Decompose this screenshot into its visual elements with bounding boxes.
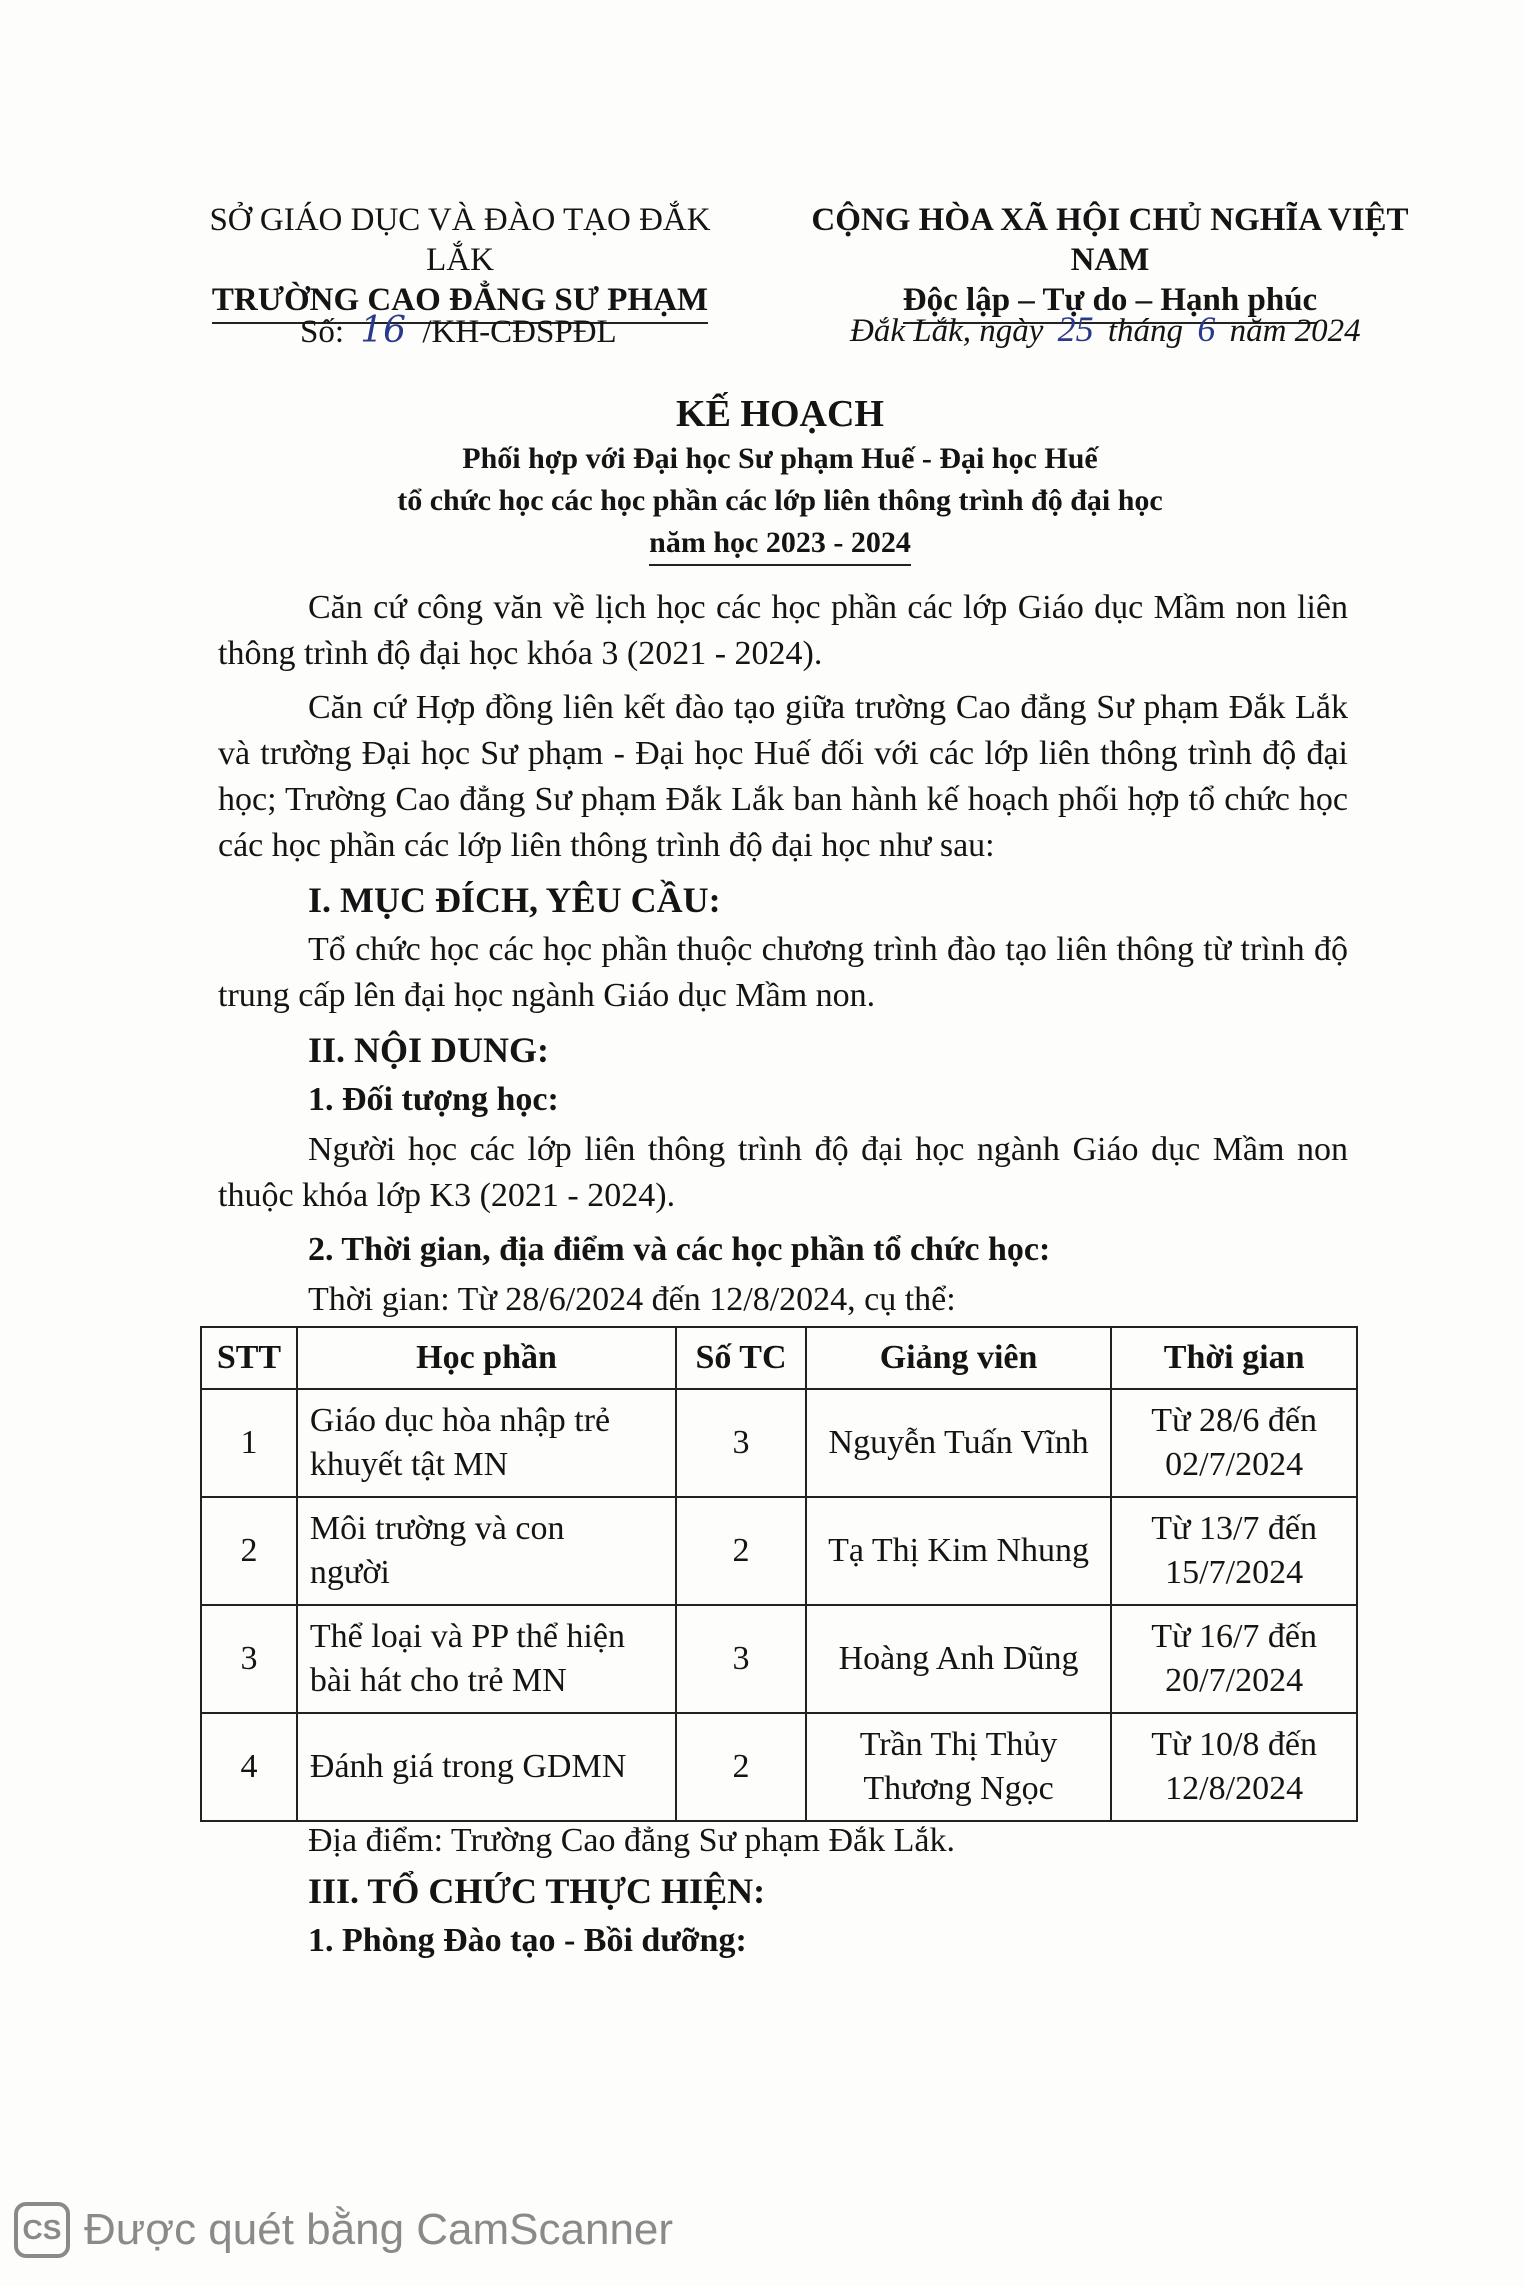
department-name: SỞ GIÁO DỤC VÀ ĐÀO TẠO ĐẮK LẮK xyxy=(209,202,711,278)
cell-credits: 3 xyxy=(676,1389,806,1497)
col-header-stt: STT xyxy=(201,1327,297,1389)
document-number xyxy=(300,310,617,351)
title-sub-1: Phối hợp với Đại học Sư phạm Huế - Đại học Huế xyxy=(462,442,1098,475)
doc-number-handwritten: 16 xyxy=(360,310,407,351)
cell-lecturer: Tạ Thị Kim Nhung xyxy=(806,1497,1111,1605)
col-header-credits: Số TC xyxy=(676,1327,806,1389)
table-row xyxy=(201,1497,1357,1605)
date-day: 25 xyxy=(1057,309,1094,349)
title-year: năm học 2023 - 2024 xyxy=(649,522,911,566)
cell-course: Đánh giá trong GDMN xyxy=(297,1713,676,1821)
cell-time: Từ 28/6 đến 02/7/2024 xyxy=(1111,1389,1357,1497)
date-part2: tháng xyxy=(1107,313,1184,349)
col-header-time: Thời gian xyxy=(1111,1327,1357,1389)
title-sub-2: tổ chức học các học phần các lớp liên thông trình độ đại học xyxy=(397,484,1163,517)
cell-stt: 3 xyxy=(201,1605,297,1713)
school-name: TRƯỜNG CAO ĐẲNG SƯ PHẠM xyxy=(212,280,708,324)
cell-credits: 2 xyxy=(676,1497,806,1605)
doc-number-prefix: Số: xyxy=(300,314,345,350)
cell-lecturer: Nguyễn Tuấn Vĩnh xyxy=(806,1389,1111,1497)
cell-time: Từ 10/8 đến 12/8/2024 xyxy=(1111,1713,1357,1821)
schedule-table xyxy=(200,1326,1358,1822)
table-row xyxy=(201,1605,1357,1713)
cell-course: Môi trường và con người xyxy=(297,1497,676,1605)
doc-number-suffix: /KH-CĐSPĐL xyxy=(422,314,617,350)
camscanner-logo-icon: CS xyxy=(14,2202,70,2258)
paragraph-basis-1: Căn cứ công văn về lịch học các học phần các lớp Giáo dục Mầm non liên thông trình độ đại học khóa 3 (2021 - 2024). xyxy=(218,589,1348,672)
col-header-lecturer: Giảng viên xyxy=(806,1327,1111,1389)
paragraph-learners: Người học các lớp liên thông trình độ đại học ngành Giáo dục Mầm non thuộc khóa lớp K3 (2021 - 2024). xyxy=(218,1131,1348,1214)
paragraph-basis-2: Căn cứ Hợp đồng liên kết đào tạo giữa trường Cao đẳng Sư phạm Đắk Lắk và trường Đại học Sư phạm - Đại học Huế đối với các lớp liên thông trình độ đại học; Trường Cao đẳng Sư phạm Đắk Lắk ban hành kế hoạch phối hợp tổ chức học các học phần các lớp liên thông trình độ đại học như sau: xyxy=(218,689,1348,864)
date-month: 6 xyxy=(1197,309,1216,349)
section-heading-2: II. NỘI DUNG: xyxy=(308,1030,550,1070)
cell-lecturer: Trần Thị Thủy Thương Ngọc xyxy=(806,1713,1111,1821)
title-main: KẾ HOẠCH xyxy=(676,393,884,435)
watermark-text: Được quét bằng CamScanner xyxy=(84,2205,674,2254)
cell-time: Từ 16/7 đến 20/7/2024 xyxy=(1111,1605,1357,1713)
section-heading-1: I. MỤC ĐÍCH, YÊU CẦU: xyxy=(308,880,721,920)
document-body-continued xyxy=(218,1818,1348,1968)
national-header xyxy=(770,200,1450,324)
cell-stt: 4 xyxy=(201,1713,297,1821)
cell-course: Thể loại và PP thể hiện bài hát cho trẻ MN xyxy=(297,1605,676,1713)
section-heading-3: III. TỔ CHỨC THỰC HIỆN: xyxy=(308,1871,766,1911)
subsection-heading-3: 1. Phòng Đào tạo - Bồi dưỡng: xyxy=(308,1922,747,1959)
document-title xyxy=(200,390,1360,566)
table-row xyxy=(201,1713,1357,1821)
table-header-row xyxy=(201,1327,1357,1389)
cell-course: Giáo dục hòa nhập trẻ khuyết tật MN xyxy=(297,1389,676,1497)
country-name: CỘNG HÒA XÃ HỘI CHỦ NGHĨA VIỆT NAM xyxy=(811,202,1409,278)
cell-credits: 2 xyxy=(676,1713,806,1821)
cell-lecturer: Hoàng Anh Dũng xyxy=(806,1605,1111,1713)
cell-time: Từ 13/7 đến 15/7/2024 xyxy=(1111,1497,1357,1605)
location-line: Địa điểm: Trường Cao đẳng Sư phạm Đắk Lắk. xyxy=(308,1822,955,1859)
subsection-heading-1: 1. Đối tượng học: xyxy=(308,1081,559,1118)
time-line: Thời gian: Từ 28/6/2024 đến 12/8/2024, cụ thể: xyxy=(308,1281,956,1318)
document-body xyxy=(218,585,1348,1327)
date-part1: Đắk Lắk, ngày xyxy=(850,313,1044,349)
subsection-heading-2: 2. Thời gian, địa điểm và các học phần tổ chức học: xyxy=(308,1231,1051,1268)
paragraph-purpose: Tổ chức học các học phần thuộc chương trình đào tạo liên thông từ trình độ trung cấp lên đại học ngành Giáo dục Mầm non. xyxy=(218,931,1348,1014)
document-date xyxy=(850,308,1361,350)
camscanner-watermark xyxy=(14,2200,673,2260)
cell-stt: 2 xyxy=(201,1497,297,1605)
date-part3: năm 2024 xyxy=(1229,313,1361,349)
table-row xyxy=(201,1389,1357,1497)
cell-stt: 1 xyxy=(201,1389,297,1497)
issuer-header xyxy=(190,200,730,324)
national-motto: Độc lập – Tự do – Hạnh phúc xyxy=(903,280,1317,324)
col-header-course: Học phần xyxy=(297,1327,676,1389)
cell-credits: 3 xyxy=(676,1605,806,1713)
